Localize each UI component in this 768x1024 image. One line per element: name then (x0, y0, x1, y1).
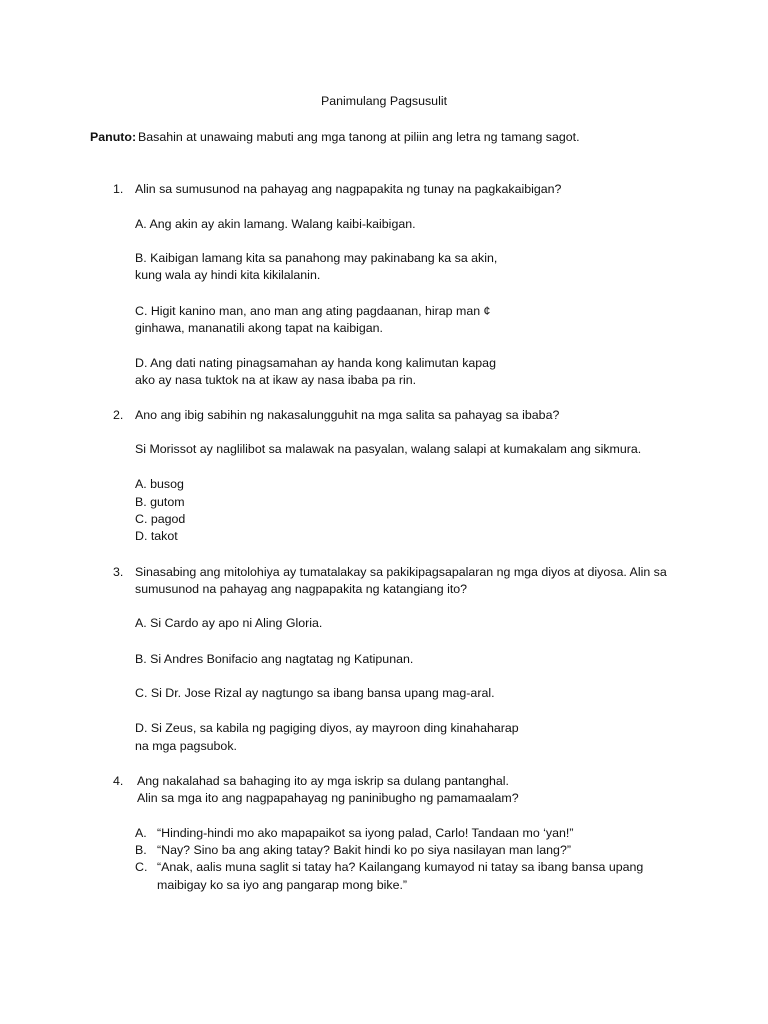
q4-option-a: “Hinding-hindi mo ako mapapaikot sa iyong palad, Carlo! Tandaan mo ‘yan!” (157, 826, 574, 840)
page-title: Panimulang Pagsusulit (320, 94, 448, 108)
q4-option-c-line1: “Anak, aalis muna saglit si tatay ha? Kailangang kumayod ni tatay sa ibang bansa upang (157, 860, 644, 874)
q2-option-b: B. gutom (135, 495, 185, 509)
q1-option-b-line2: kung wala ay hindi kita kikilalanin. (135, 268, 321, 282)
q3-question-line2: sumusunod na pahayag ang nagpapakita ng katangiang ito? (135, 582, 468, 596)
q2-option-c: C. pagod (135, 512, 186, 526)
q4-question-line1: Ang nakalahad sa bahaging ito ay mga iskrip sa dulang pantanghal. (137, 774, 509, 788)
q4-option-c-line2: maibigay ko sa iyo ang pangarap mong bike.” (157, 878, 408, 892)
q2-sentence: Si Morissot ay naglilibot sa malawak na pasyalan, walang salapi at kumakalam ang sikmura. (135, 442, 642, 456)
q3-option-d-line1: D. Si Zeus, sa kabila ng pagiging diyos, ay mayroon ding kinahaharap (135, 721, 519, 735)
q3-number: 3. (113, 565, 124, 579)
q2-option-d: D. takot (135, 529, 178, 543)
q1-number: 1. (113, 182, 124, 196)
instructions-label: Panuto: (90, 130, 137, 144)
q1-option-b-line1: B. Kaibigan lamang kita sa panahong may pakinabang ka sa akin, (135, 251, 498, 265)
q1-option-a: A. Ang akin ay akin lamang. Walang kaibi-kaibigan. (135, 217, 416, 231)
q3-option-d-line2: na mga pagsubok. (135, 739, 237, 753)
q4-option-b-letter: B. (135, 843, 147, 857)
q1-option-c-line2: ginhawa, mananatili akong tapat na kaibigan. (135, 321, 383, 335)
q3-question-line1: Sinasabing ang mitolohiya ay tumatalakay sa pakikipagsapalaran ng mga diyos at diyosa. Alin sa (135, 565, 667, 579)
q1-option-c-line1: C. Higit kanino man, ano man ang ating pagdaanan, hirap man ¢ (135, 304, 491, 318)
q3-option-a: A. Si Cardo ay apo ni Aling Gloria. (135, 616, 323, 630)
instructions-text: Basahin at unawaing mabuti ang mga tanong at piliin ang letra ng tamang sagot. (138, 130, 580, 144)
q4-option-c-letter: C. (135, 860, 148, 874)
q2-option-a: A. busog (135, 477, 184, 491)
q4-option-b: “Nay? Sino ba ang aking tatay? Bakit hindi ko po siya nasilayan man lang?” (157, 843, 571, 857)
q2-question: Ano ang ibig sabihin ng nakasalungguhit na mga salita sa pahayag sa ibaba? (135, 408, 560, 422)
q1-option-d-line2: ako ay nasa tuktok na at ikaw ay nasa ibaba pa rin. (135, 373, 417, 387)
q1-question: Alin sa sumusunod na pahayag ang nagpapakita ng tunay na pagkakaibigan? (135, 182, 562, 196)
q4-number: 4. (113, 774, 124, 788)
q1-option-d-line1: D. Ang dati nating pinagsamahan ay handa kong kalimutan kapag (135, 356, 496, 370)
q4-option-a-letter: A. (135, 826, 147, 840)
q2-number: 2. (113, 408, 124, 422)
q4-question-line2: Alin sa mga ito ang nagpapahayag ng paninibugho ng pamamaalam? (137, 791, 519, 805)
q3-option-c: C. Si Dr. Jose Rizal ay nagtungo sa ibang bansa upang mag-aral. (135, 686, 495, 700)
q3-option-b: B. Si Andres Bonifacio ang nagtatag ng Katipunan. (135, 652, 414, 666)
